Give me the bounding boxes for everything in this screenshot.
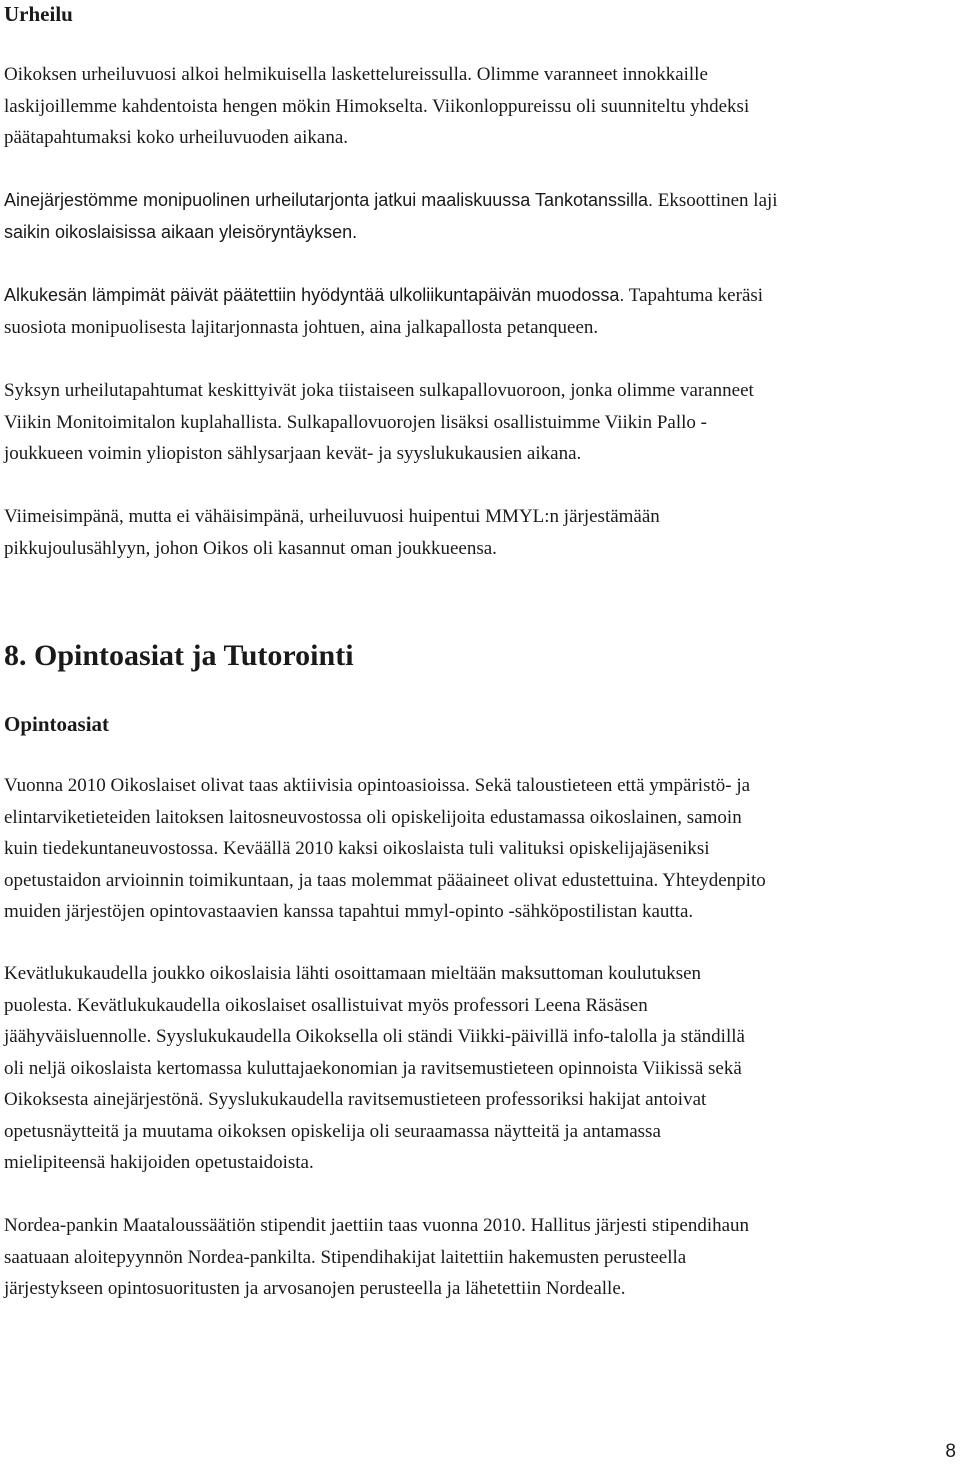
- text-line: elintarviketieteiden laitoksen laitosneuvostossa oli opiskelijoita edustamassa oikoslainen, samoin: [4, 806, 742, 828]
- text-line: opetustaidon arvioinnin toimikuntaan, ja taas molemmat pääaineet olivat edustettuina. Yhteydenpito: [4, 869, 766, 891]
- text-line: päätapahtumaksi koko urheiluvuoden aikana.: [4, 127, 349, 148]
- text-line: oli neljä oikoslaista kertomassa kuluttajaekonomian ja ravitsemustieteen opinnoista Viikissä sekä: [4, 1057, 742, 1079]
- text-line: jäähyväisluennolle. Syyslukukaudella Oikoksella oli ständi Viikki-päivillä info-talolla ja ständillä: [4, 1026, 745, 1047]
- paragraph-urheilu-5: [4, 501, 958, 564]
- text-line: Syksyn urheilutapahtumat keskittyivät joka tiistaiseen sulkapallovuoroon, jonka olimme varanneet: [4, 380, 754, 401]
- paragraph-opinto-2: [4, 958, 958, 1179]
- text-line: Vuonna 2010 Oikoslaiset olivat taas aktiivisia opintoasioissa. Sekä taloustieteen että ympäristö- ja: [4, 775, 751, 796]
- text-run-serif: Eksoottinen laji: [657, 190, 778, 211]
- text-line: mielipiteensä hakijoiden opetustaidoista.: [4, 1152, 314, 1173]
- text-line: Oikoksesta ainejärjestönä. Syyslukukaudella ravitsemustieteen professoriksi hakijat antoivat: [4, 1089, 707, 1110]
- paragraph-urheilu-2: [4, 185, 958, 248]
- text-line: pikkujoulusählyyn, johon Oikos oli kasannut oman joukkueensa.: [4, 537, 497, 559]
- text-line: järjestykseen opintosuoritusten ja arvosanojen perusteella ja lähetettiin Nordealle.: [4, 1278, 626, 1299]
- text-line: opetusnäytteitä ja muutama oikoksen opiskelija oli seuraamassa näytteitä ja antamassa: [4, 1120, 661, 1142]
- text-line: [4, 185, 958, 217]
- paragraph-opinto-1: [4, 770, 958, 928]
- text-line: saikin oikoslaisissa aikaan yleisöryntäyksen.: [4, 221, 358, 242]
- text-line: kuin tiedekuntaneuvostossa. Keväällä 2010 kaksi oikoslaista tuli valituksi opiskelijajäseniksi: [4, 838, 710, 859]
- text-line: joukkueen voimin yliopiston sählysarjaan kevät- ja syyslukukausien aikana.: [4, 443, 582, 464]
- page-number: 8: [945, 1441, 956, 1462]
- text-line: Kevätlukukaudella joukko oikoslaisia lähti osoittamaan mieltään maksuttoman koulutuksen: [4, 963, 702, 984]
- text-run-sans: Alkukesän lämpimät päivät päätettiin hyödyntää ulkoliikuntapäivän muodossa.: [4, 285, 625, 305]
- paragraph-opinto-3: [4, 1210, 958, 1305]
- chapter-heading: 8. Opintoasiat ja Tutorointi: [4, 639, 354, 672]
- text-line: suosiota monipuolisesta lajitarjonnasta johtuen, aina jalkapallosta petanqueen.: [4, 316, 599, 338]
- paragraph-urheilu-3: [4, 280, 958, 343]
- text-line: puolesta. Kevätlukukaudella oikoslaiset osallistuivat myös professori Leena Räsäsen: [4, 994, 648, 1016]
- text-run-serif: Tapahtuma keräsi: [628, 285, 764, 306]
- text-line: laskijoillemme kahdentoista hengen mökin Himokselta. Viikonloppureissu oli suunniteltu yhdeksi: [4, 95, 750, 117]
- text-line: Oikoksen urheiluvuosi alkoi helmikuisella laskettelureissulla. Olimme varanneet innokkaille: [4, 64, 708, 85]
- text-line: muiden järjestöjen opintovastaavien kanssa tapahtui mmyl-opinto -sähköpostilistan kautta.: [4, 901, 694, 922]
- text-line: Viikin Monitoimitalon kuplahallista. Sulkapallovuorojen lisäksi osallistuimme Viikin Pallo -: [4, 411, 707, 433]
- paragraph-urheilu-1: [4, 59, 958, 154]
- subheading-opintoasiat: Opintoasiat: [4, 712, 110, 736]
- paragraph-urheilu-4: [4, 375, 958, 470]
- text-line: [4, 280, 958, 312]
- section-heading: Urheilu: [4, 2, 73, 26]
- text-line: Nordea-pankin Maataloussäätiön stipendit jaettiin taas vuonna 2010. Hallitus järjesti stipendihaun: [4, 1215, 750, 1236]
- text-run-sans: Ainejärjestömme monipuolinen urheilutarjonta jatkui maaliskuussa Tankotanssilla.: [4, 190, 654, 210]
- text-line: saatuaan aloitepyynnön Nordea-pankilta. Stipendihakijat laitettiin hakemusten perusteella: [4, 1246, 687, 1268]
- text-line: Viimeisimpänä, mutta ei vähäisimpänä, urheiluvuosi huipentui MMYL:n järjestämään: [4, 506, 660, 527]
